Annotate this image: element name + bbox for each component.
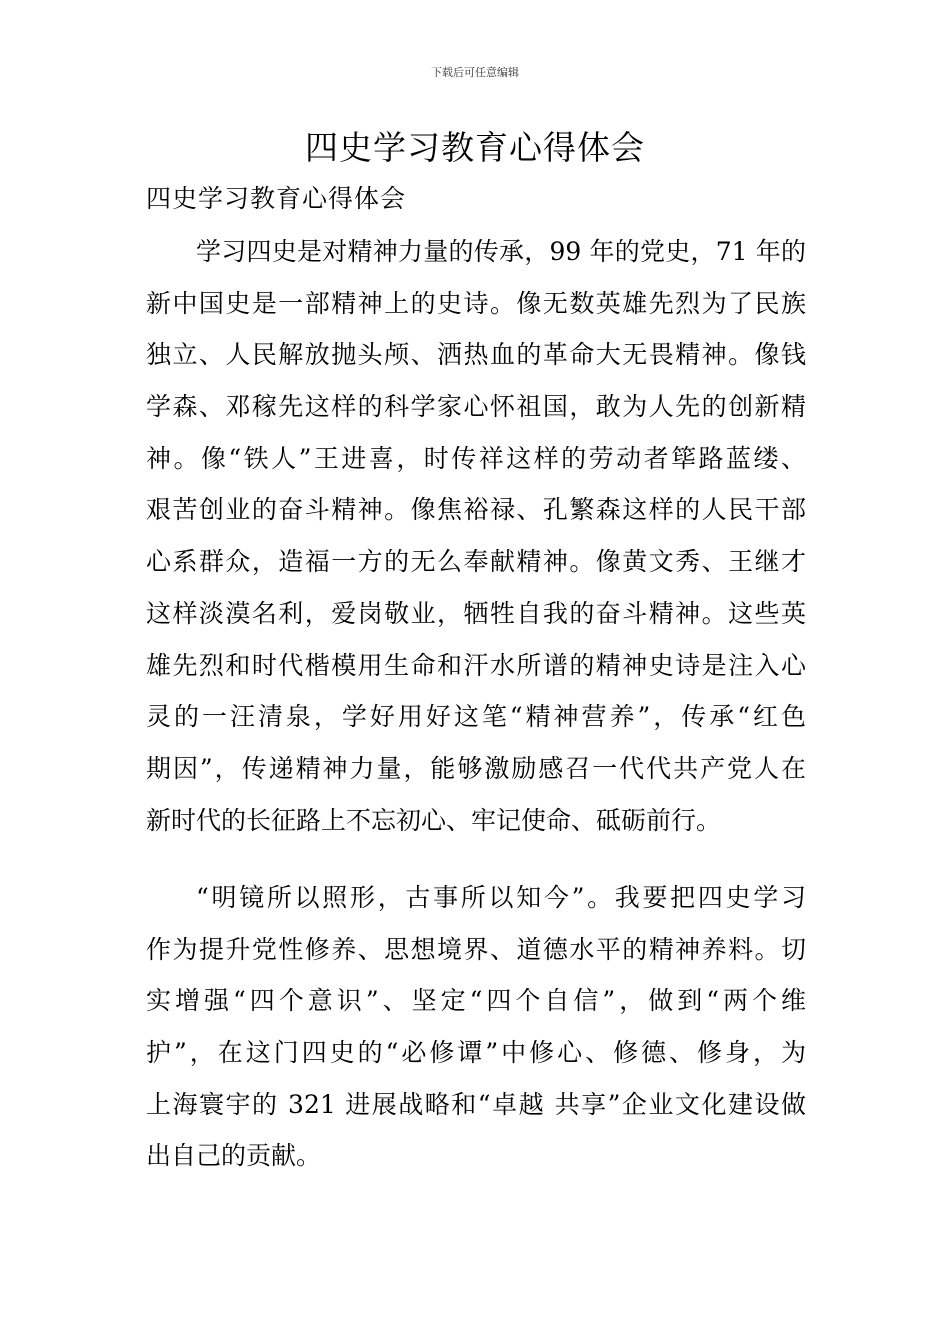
paragraph-line: 出自己的贡献。 [146,1141,322,1171]
paragraph-2 [146,872,806,1182]
page-title: 四史学习教育心得体会 [305,128,645,167]
paragraph-line: 独立、人民解放抛头颅、洒热血的革命大无畏精神。像钱 [146,340,806,370]
paragraph-line: 艰苦创业的奋斗精神。像焦裕禄、孔繁森这样的人民干部 [146,495,806,525]
paragraph-line: 护”，在这门四史的“必修谭”中修心、修德、修身，为 [146,1038,806,1068]
paragraph-line: 实增强“四个意识”、坚定“四个自信”，做到“两个维 [146,986,806,1016]
header-note: 下载后可任意编辑 [431,66,519,79]
paragraph-line: 雄先烈和时代楷模用生命和汗水所谱的精神史诗是注入心 [146,650,806,680]
paragraph-line: “明镜所以照形，古事所以知今”。我要把四史学习 [196,883,806,912]
paragraph-line: 新时代的长征路上不忘初心、牢记使命、砥砺前行。 [146,805,722,835]
paragraph-line: 新中国史是一部精神上的史诗。像无数英雄先烈为了民族 [146,288,806,318]
paragraph-1 [146,226,806,846]
paragraph-line: 灵的一汪清泉，学好用好这笔“精神营养”，传承“红色 [146,702,806,732]
paragraph-line: 上海寰宇的 321 进展战略和“卓越 共享”企业文化建设做 [146,1089,806,1119]
paragraph-line: 作为提升党性修养、思想境界、道德水平的精神养料。切 [146,934,806,964]
paragraph-line: 期因”，传递精神力量，能够激励感召一代代共产党人在 [146,753,806,783]
paragraph-line: 神。像“铁人”王进喜，时传祥这样的劳动者筚路蓝缕、 [146,443,806,473]
paragraph-line: 这样淡漠名利，爱岗敬业，牺牲自我的奋斗精神。这些英 [146,598,806,628]
paragraph-line: 心系群众，造福一方的无么奉献精神。像黄文秀、王继才 [146,547,806,577]
paragraph-line: 学习四史是对精神力量的传承，99 年的党史，71 年的 [196,237,806,266]
document-subtitle: 四史学习教育心得体会 [146,184,407,213]
paragraph-line: 学森、邓稼先这样的科学家心怀祖国，敢为人先的创新精 [146,392,806,422]
